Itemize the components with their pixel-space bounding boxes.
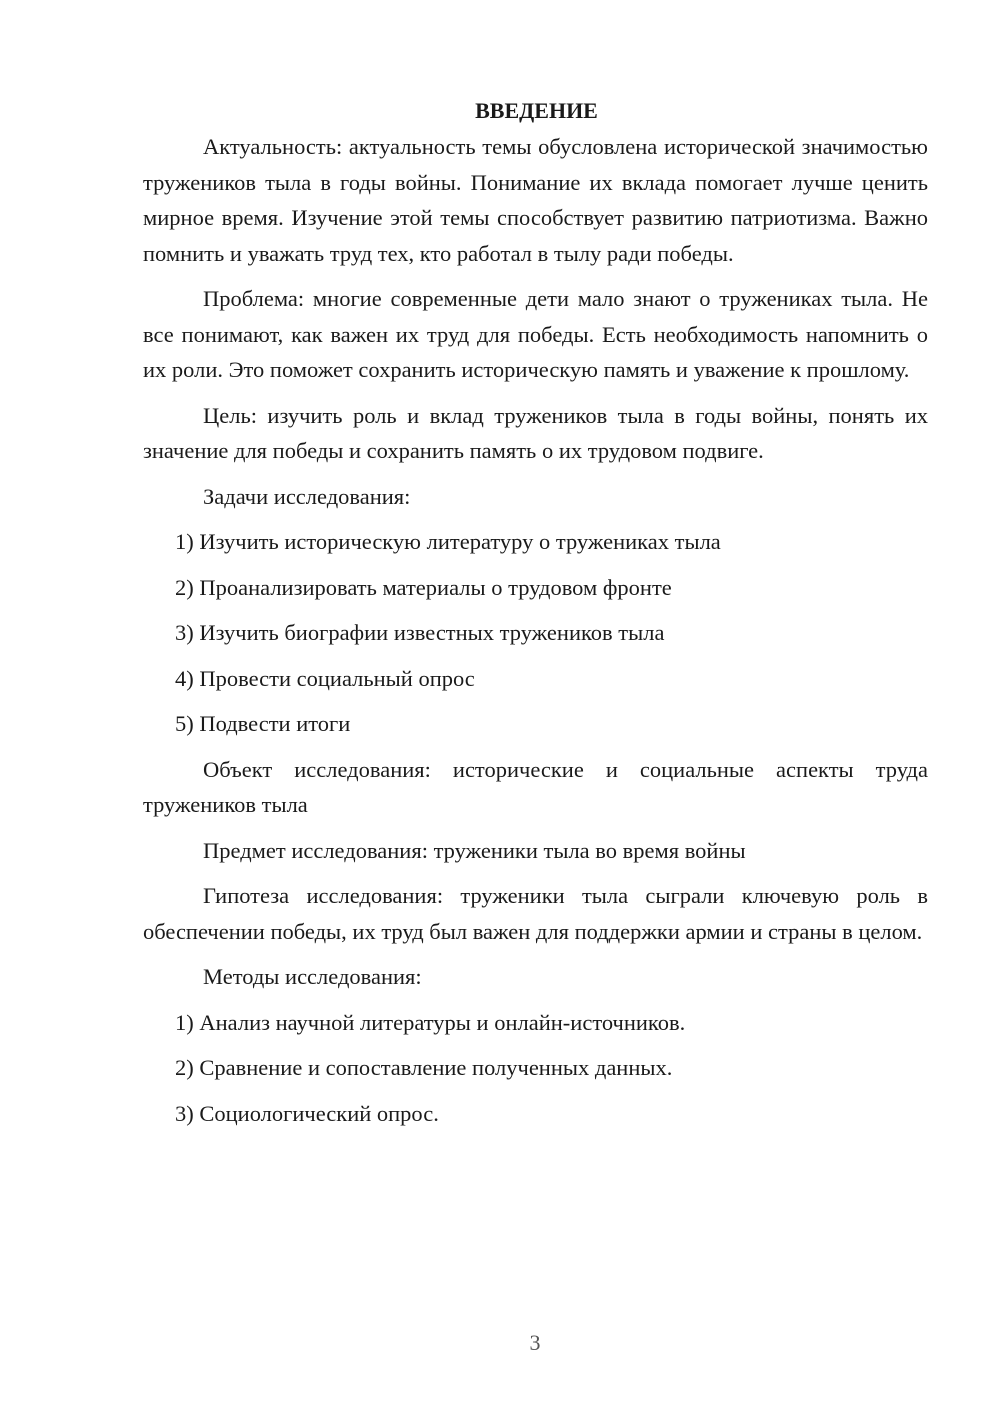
goal-paragraph: Цель: изучить роль и вклад тружеников тыла в годы войны, понять их значение для победы и сохранить память о их трудовом подвиге. <box>143 402 928 463</box>
task-item: 3) Изучить биографии известных тружеников тыла <box>175 620 665 645</box>
task-item: 1) Изучить историческую литературу о тружениках тыла <box>175 529 721 554</box>
tasks-heading: Задачи исследования: <box>203 483 411 509</box>
page-content <box>143 96 928 1141</box>
task-item: 2) Проанализировать материалы о трудовом фронте <box>175 574 672 600</box>
page-number: 3 <box>529 1330 541 1355</box>
subject-paragraph: Предмет исследования: труженики тыла во время войны <box>203 837 746 863</box>
methods-list <box>143 1005 928 1132</box>
tasks-list <box>143 524 928 742</box>
section-title: ВВЕДЕНИЕ <box>475 98 598 123</box>
task-item: 5) Подвести итоги <box>175 711 351 736</box>
problem-paragraph: Проблема: многие современные дети мало знают о тружениках тыла. Не все понимают, как важен их труд для победы. Есть необходимость напомнить о их роли. Это поможет сохранить историческую память и уважение к прошлому. <box>143 286 928 382</box>
relevance-paragraph: Актуальность: актуальность темы обусловлена исторической значимостью тружеников тыла в годы войны. Понимание их вклада помогает лучше ценить мирное время. Изучение этой темы способствует развитию патриотизма. Важно помнить и уважать труд тех, кто работал в тылу ради победы. <box>143 134 928 266</box>
methods-heading: Методы исследования: <box>203 964 422 989</box>
hypothesis-paragraph: Гипотеза исследования: труженики тыла сыграли ключевую роль в обеспечении победы, их труд был важен для поддержки армии и страны в целом. <box>143 883 928 944</box>
method-item: 3) Социологический опрос. <box>175 1100 439 1126</box>
object-paragraph: Объект исследования: исторические и социальные аспекты труда тружеников тыла <box>143 756 928 817</box>
method-item: 2) Сравнение и сопоставление полученных данных. <box>175 1055 673 1080</box>
task-item: 4) Провести социальный опрос <box>175 665 475 691</box>
method-item: 1) Анализ научной литературы и онлайн-источников. <box>175 1009 686 1035</box>
